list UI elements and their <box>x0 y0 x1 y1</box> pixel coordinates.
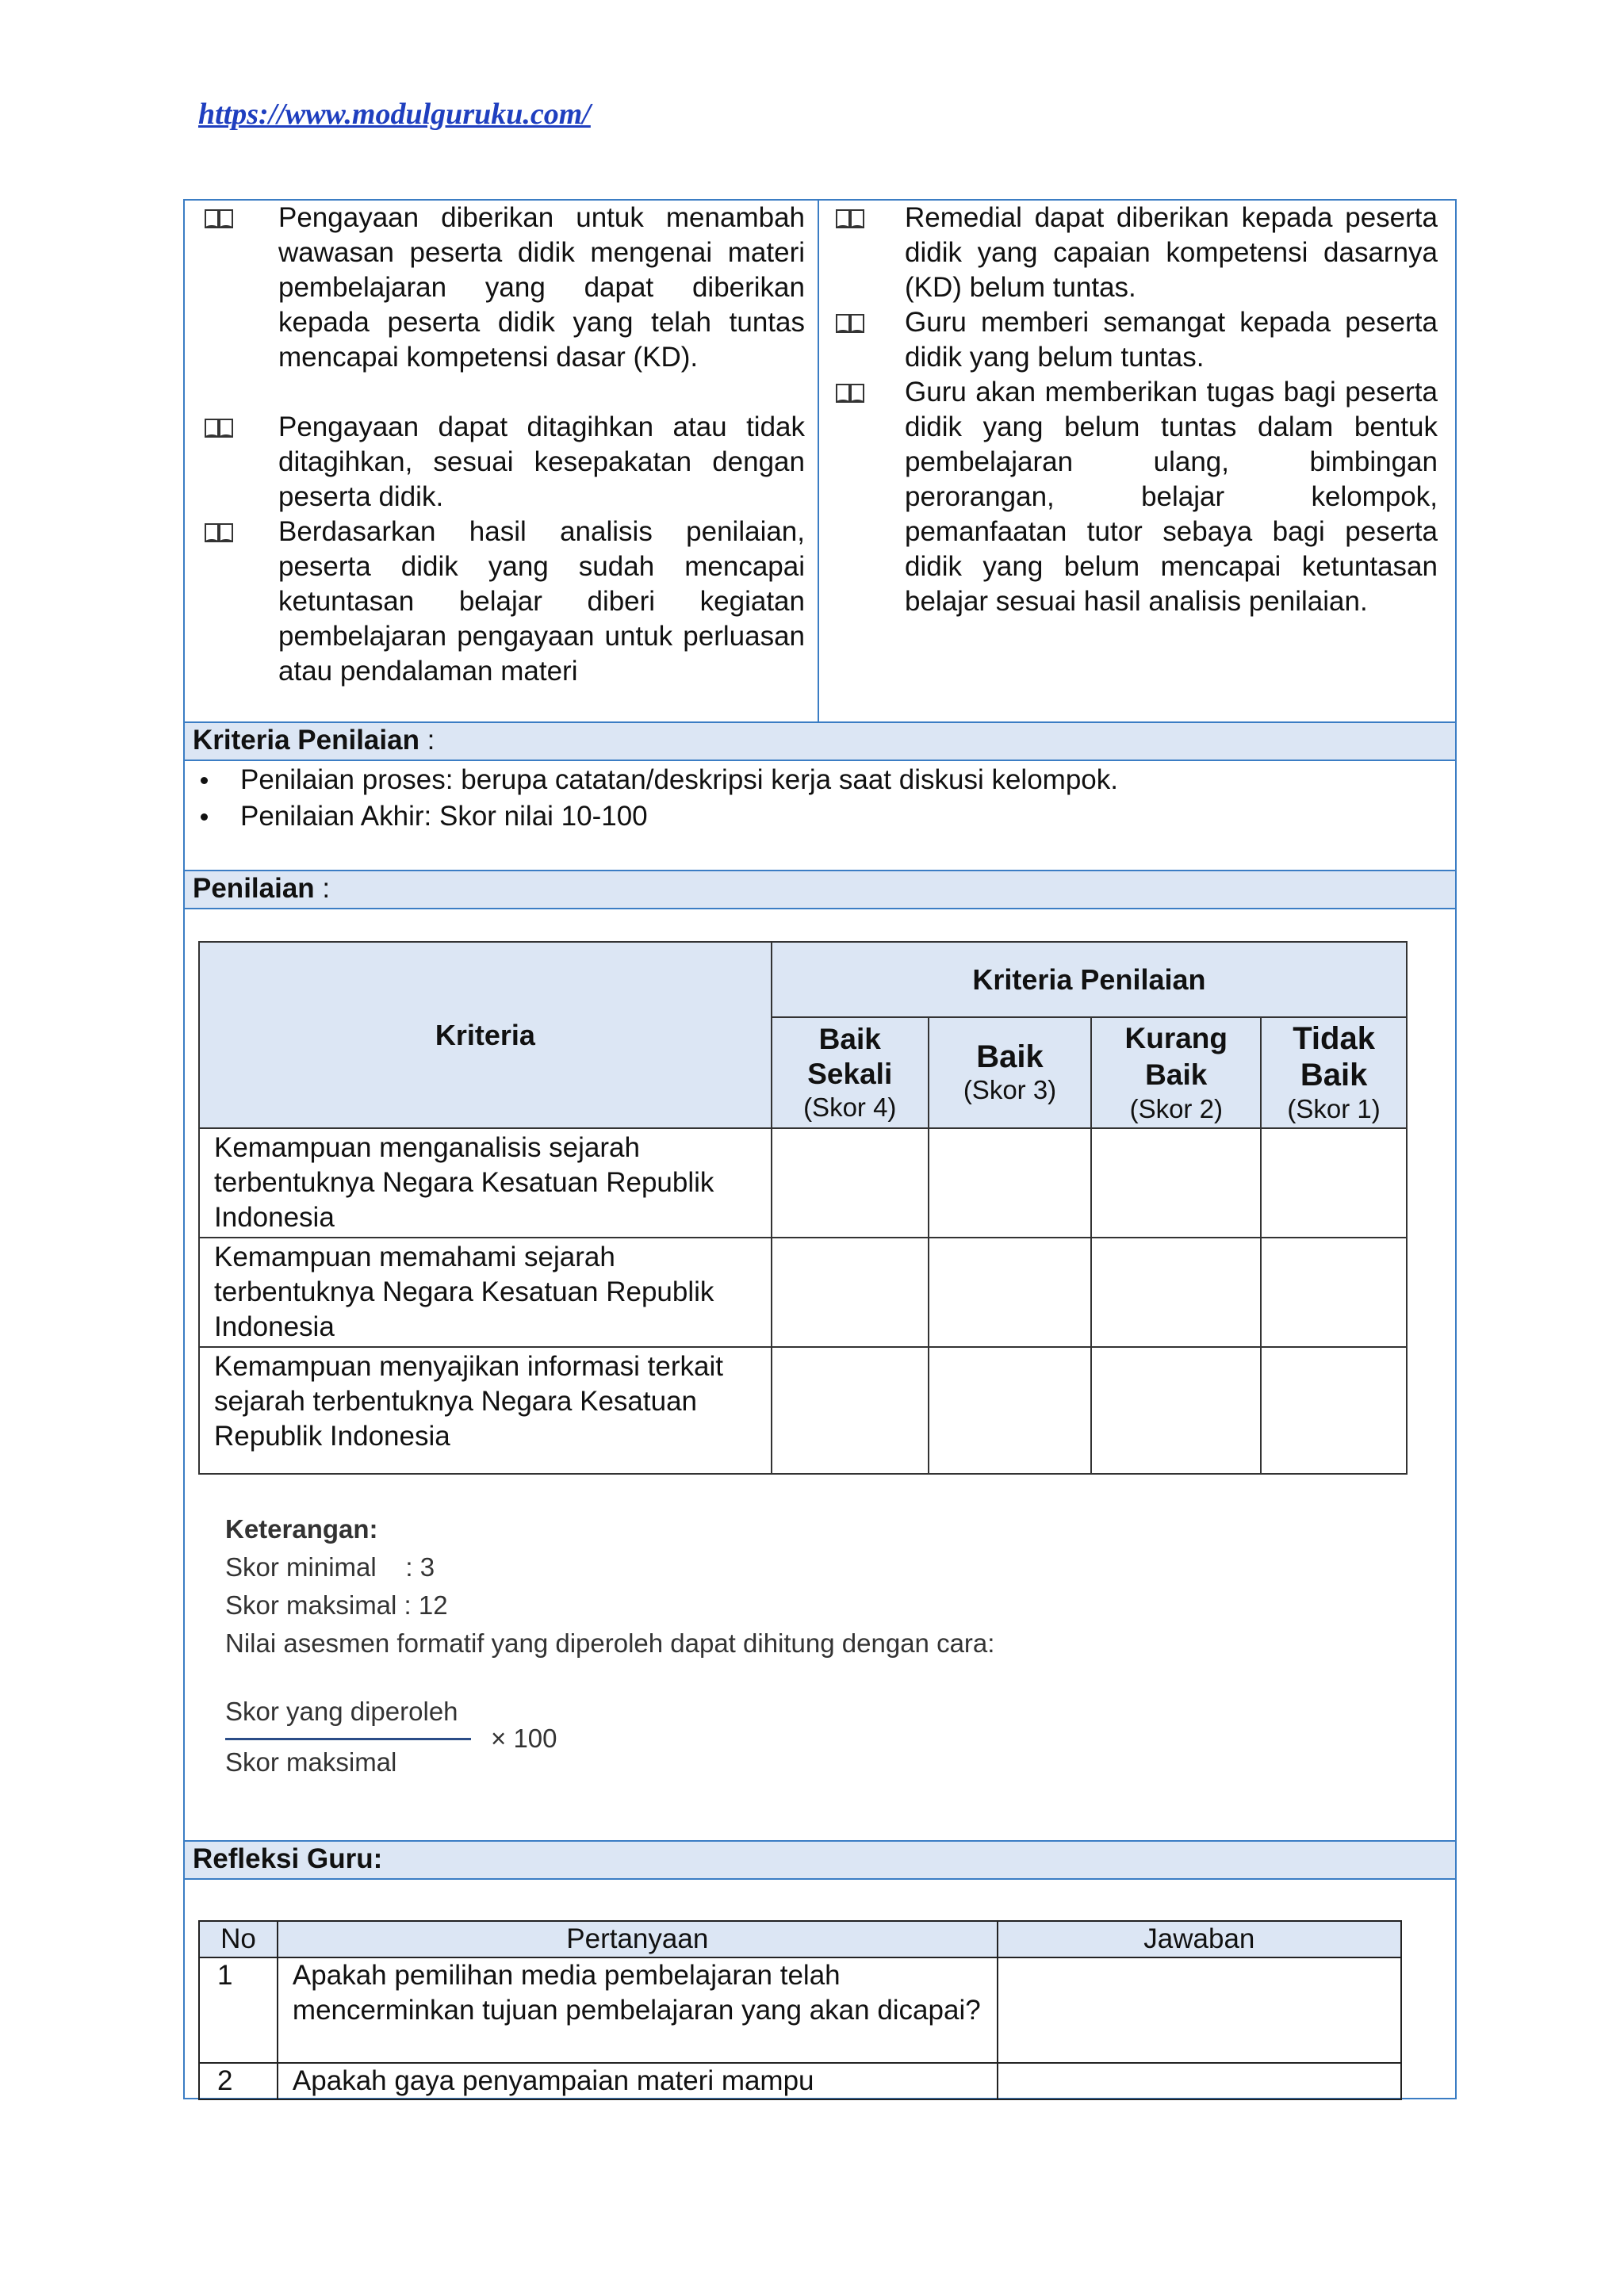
criteria-cell: Kemampuan menganalisis sejarah terbentuknya Negara Kesatuan Republik Indonesia <box>199 1128 772 1238</box>
remedial-item <box>835 305 1442 375</box>
score-cell[interactable] <box>1261 1347 1407 1474</box>
header-kriteria-penilaian: Kriteria Penilaian <box>772 942 1407 1017</box>
criteria-cell: Kemampuan menyajikan informasi terkait sejarah terbentuknya Negara Kesatuan Republik Indonesia <box>199 1347 772 1474</box>
table-row <box>199 1238 1407 1347</box>
penilaian-heading: Penilaian : <box>185 871 1455 908</box>
score-cell[interactable] <box>772 1347 929 1474</box>
question-cell: Apakah gaya penyampaian materi mampu <box>278 2063 998 2099</box>
list-item: Penilaian Akhir: Skor nilai 10-100 <box>193 798 1118 835</box>
score-cell[interactable] <box>772 1128 929 1238</box>
pengayaan-column <box>201 201 805 689</box>
skor-minimal: Skor minimal : 3 <box>225 1552 435 1582</box>
remedial-text: Guru memberi semangat kepada peserta didik yang belum tuntas. <box>905 307 1438 373</box>
remedial-item <box>835 201 1442 305</box>
score-cell[interactable] <box>929 1128 1092 1238</box>
formula-multiplier: × 100 <box>491 1724 557 1753</box>
refleksi-heading: Refleksi Guru: <box>185 1842 1455 1878</box>
score-cell[interactable] <box>1261 1238 1407 1347</box>
criteria-cell: Kemampuan memahami sejarah terbentuknya Negara Kesatuan Republik Indonesia <box>199 1238 772 1347</box>
header-kriteria: Kriteria <box>199 942 772 1128</box>
table-row <box>199 1347 1407 1474</box>
book-icon <box>204 521 234 545</box>
score-cell[interactable] <box>929 1347 1092 1474</box>
refleksi-table <box>198 1920 1402 2100</box>
header-level: Baik (Skor 3) <box>929 1017 1092 1128</box>
row-number: 1 <box>199 1957 278 2063</box>
answer-cell[interactable] <box>998 1957 1401 2063</box>
table-row <box>199 1128 1407 1238</box>
skor-maksimal: Skor maksimal : 12 <box>225 1590 448 1620</box>
header-level: Baik Sekali (Skor 4) <box>772 1017 929 1128</box>
score-cell[interactable] <box>1261 1128 1407 1238</box>
book-icon <box>204 416 234 440</box>
book-icon <box>204 207 234 231</box>
header-pertanyaan: Pertanyaan <box>278 1921 998 1957</box>
keterangan-block <box>225 1510 994 1663</box>
keterangan-title: Keterangan: <box>225 1514 378 1544</box>
fraction-bar <box>225 1738 471 1740</box>
score-cell[interactable] <box>929 1238 1092 1347</box>
remedial-column <box>835 201 1442 619</box>
pengayaan-text: Berdasarkan hasil analisis penilaian, peserta didik yang sudah mencapai ketuntasan belajar diberi kegiatan pembelajaran pengayaan untuk perluasan atau pendalaman materi <box>278 516 805 687</box>
pengayaan-text: Pengayaan diberikan untuk menambah wawasan peserta didik mengenai materi pembelajaran yang dapat diberikan kepada peserta didik yang telah tuntas mencapai kompetensi dasar (KD). <box>278 202 805 373</box>
header-level: Tidak Baik (Skor 1) <box>1261 1017 1407 1128</box>
kriteria-penilaian-heading: Kriteria Penilaian : <box>185 723 1455 760</box>
score-cell[interactable] <box>1091 1128 1261 1238</box>
pengayaan-item <box>201 410 805 515</box>
divider <box>185 760 1455 761</box>
book-icon <box>835 381 865 405</box>
question-cell: Apakah pemilihan media pembelajaran telah mencerminkan tujuan pembelajaran yang akan dicapai? <box>278 1957 998 2063</box>
pengayaan-item <box>201 515 805 689</box>
table-row <box>199 2063 1401 2099</box>
list-item: Penilaian proses: berupa catatan/deskripsi kerja saat diskusi kelompok. <box>193 762 1118 798</box>
nilai-text: Nilai asesmen formatif yang diperoleh dapat dihitung dengan cara: <box>225 1628 995 1658</box>
score-cell[interactable] <box>1091 1347 1261 1474</box>
header-no: No <box>199 1921 278 1957</box>
book-icon <box>835 207 865 231</box>
book-icon <box>835 312 865 335</box>
score-cell[interactable] <box>1091 1238 1261 1347</box>
remedial-item <box>835 375 1442 619</box>
column-divider <box>818 201 819 721</box>
header-url-link[interactable]: https://www.modulguruku.com/ <box>198 98 591 131</box>
remedial-text: Guru akan memberikan tugas bagi peserta didik yang belum tuntas dalam bentuk pembelajaran ulang, bimbingan perorangan, belajar kelompok, pemanfaatan tutor sebaya bagi peserta didik yang belum mencapai ketuntasan belajar sesuai hasil analisis penilaian. <box>905 377 1438 617</box>
score-cell[interactable] <box>772 1238 929 1347</box>
criteria-table <box>198 941 1408 1475</box>
row-number: 2 <box>199 2063 278 2099</box>
remedial-text: Remedial dapat diberikan kepada peserta didik yang capaian kompetensi dasarnya (KD) belum tuntas. <box>905 202 1438 303</box>
pengayaan-item <box>201 201 805 410</box>
answer-cell[interactable] <box>998 2063 1401 2099</box>
header-jawaban: Jawaban <box>998 1921 1401 1957</box>
divider <box>185 1878 1455 1880</box>
table-row <box>199 1957 1401 2063</box>
divider <box>185 908 1455 909</box>
formula-numerator: Skor yang diperoleh <box>225 1697 458 1726</box>
kriteria-penilaian-list <box>193 762 1118 835</box>
formula-denominator: Skor maksimal <box>225 1747 397 1777</box>
pengayaan-text: Pengayaan dapat ditagihkan atau tidak ditagihkan, sesuai kesepakatan dengan peserta didik. <box>278 411 805 512</box>
header-level: Kurang Baik (Skor 2) <box>1091 1017 1261 1128</box>
